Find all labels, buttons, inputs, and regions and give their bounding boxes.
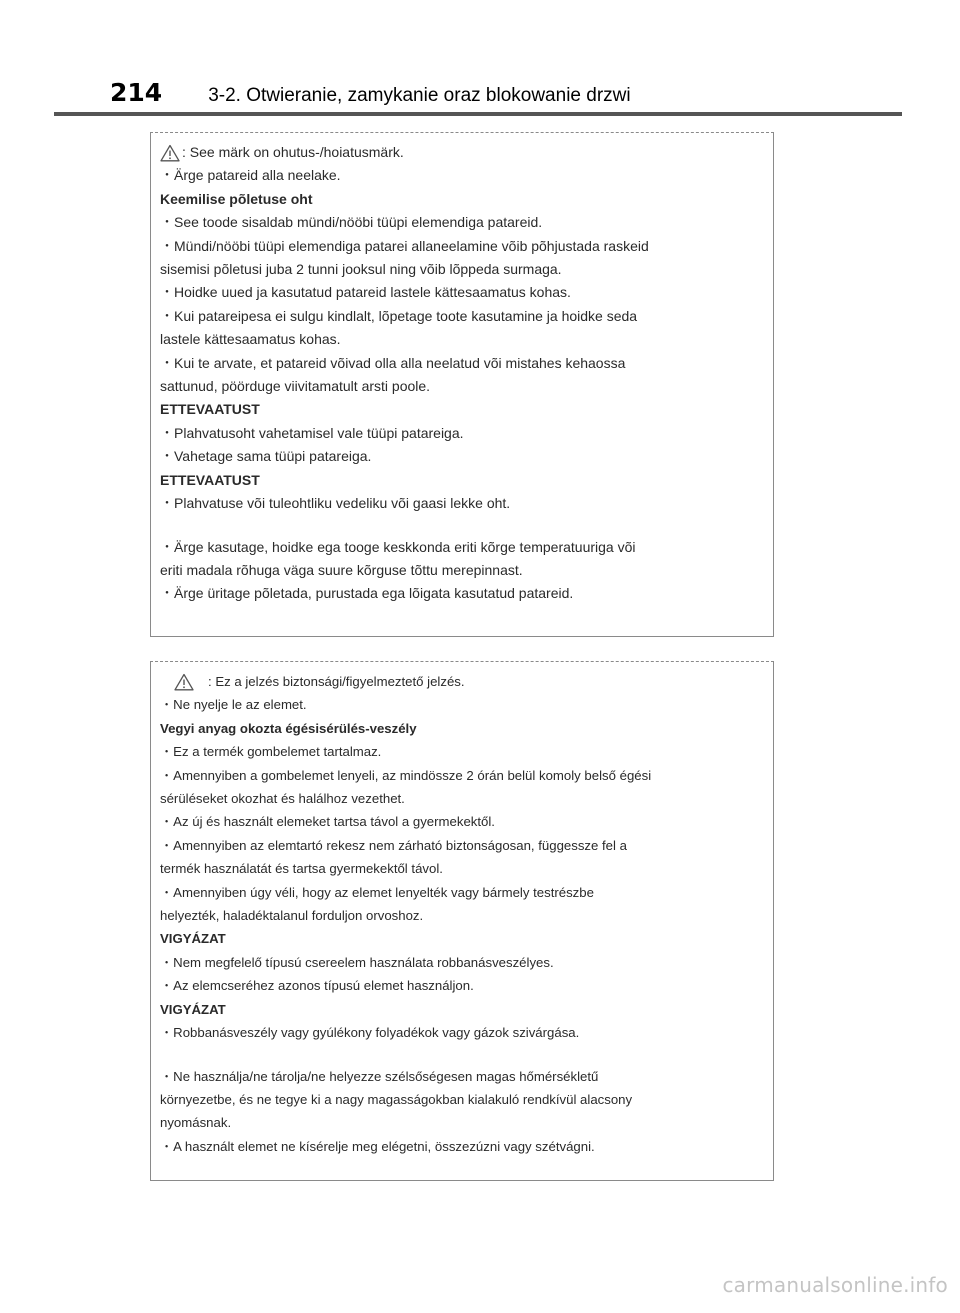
text-line: ・Robbanásveszély vagy gyúlékony folyadékok vagy gázok szivárgása. <box>160 1025 580 1041</box>
text-line: ・Plahvatuse või tuleohtliku vedeliku või gaasi lekke oht. <box>160 495 511 512</box>
text-line: ・Az elemcseréhez azonos típusú elemet használjon. <box>160 978 474 994</box>
text-line: ・See toode sisaldab mündi/nööbi tüüpi elemendiga patareid. <box>160 214 543 231</box>
text-line: ・Amennyiben a gombelemet lenyeli, az mindössze 2 órán belül komoly belső égési <box>160 767 652 783</box>
text-line: ・Plahvatusoht vahetamisel vale tüüpi patareiga. <box>160 424 464 441</box>
text-line: eriti madala rõhuga väga suure kõrguse tõttu merepinnast. <box>160 561 523 578</box>
text-line: ・Amennyiben úgy véli, hogy az elemet lenyelték vagy bármely testrészbe <box>160 884 594 900</box>
text-line: ・Ez a termék gombelemet tartalmaz. <box>160 744 382 760</box>
text-line: termék használatát és tartsa gyermekektől távol. <box>160 861 443 877</box>
text-line: ・Kui te arvate, et patareid võivad olla alla neelatud või mistahes kehaossa <box>160 354 626 371</box>
text-line: ・Vahetage sama tüüpi patareiga. <box>160 448 372 465</box>
hungarian-warning-box <box>150 661 774 1181</box>
warning-symbol-note <box>160 141 765 164</box>
estonian-warning-box <box>150 132 774 637</box>
chapter-title: 3-2. Otwieranie, zamykanie oraz blokowanie drzwi <box>208 85 631 106</box>
section-heading: VIGYÁZAT <box>160 1001 226 1017</box>
text-line: ・Amennyiben az elemtartó rekesz nem zárható biztonságosan, függessze fel a <box>160 837 627 853</box>
text-line: ・A használt elemet ne kísérelje meg elégetni, összezúzni vagy szétvágni. <box>160 1138 595 1154</box>
estonian-text-lines <box>160 164 765 605</box>
section-heading: Vegyi anyag okozta égésisérülés-veszély <box>160 720 417 736</box>
text-line: helyezték, haladéktalanul forduljon orvoshoz. <box>160 908 424 924</box>
warning-note-text: : See märk on ohutus-/hoiatusmärk. <box>182 144 404 160</box>
section-heading: Keemilise põletuse oht <box>160 190 313 207</box>
text-line: ・Nem megfelelő típusú csereelem használata robbanásveszélyes. <box>160 954 554 970</box>
section-heading: ETTEVAATUST <box>160 471 260 488</box>
text-line: sisemisi põletusi juba 2 tunni jooksul ning võib lõppeda surmaga. <box>160 261 562 278</box>
text-line: ・Mündi/nööbi tüüpi elemendiga patarei allaneelamine võib põhjustada raskeid <box>160 237 649 254</box>
text-line: nyomásnak. <box>160 1115 232 1131</box>
hungarian-text-lines <box>160 693 765 1158</box>
header-rule <box>54 112 902 116</box>
warning-note-text: : Ez a jelzés biztonsági/figyelmeztető jelzés. <box>208 674 465 689</box>
warning-symbol-note <box>160 670 765 693</box>
text-line: ・Hoidke uued ja kasutatud patareid lastele kättesaamatus kohas. <box>160 284 571 301</box>
section-heading: ETTEVAATUST <box>160 401 260 418</box>
text-line: ・Ärge üritage põletada, purustada ega lõigata kasutatud patareid. <box>160 585 574 602</box>
text-line: lastele kättesaamatus kohas. <box>160 331 341 348</box>
text-line: ・Kui patareipesa ei sulgu kindlalt, lõpetage toote kasutamine ja hoidke seda <box>160 307 638 324</box>
text-line: ・Ne nyelje le az elemet. <box>160 697 307 713</box>
warning-triangle-icon <box>174 673 194 691</box>
text-line: sérüléseket okozhat és halálhoz vezethet. <box>160 791 405 807</box>
text-line: környezetbe, és ne tegye ki a nagy magasságokban kialakuló rendkívül alacsony <box>160 1091 633 1107</box>
text-line: ・Ärge patareid alla neelake. <box>160 167 341 184</box>
text-line: sattunud, pöörduge viivitamatult arsti poole. <box>160 378 431 395</box>
watermark: carmanualsonline.info <box>722 1273 948 1297</box>
page-header <box>110 78 631 114</box>
section-heading: VIGYÁZAT <box>160 931 226 947</box>
text-line: ・Ne használja/ne tárolja/ne helyezze szélsőségesen magas hőmérsékletű <box>160 1068 599 1084</box>
page-number: 214 <box>110 78 163 107</box>
text-line: ・Az új és használt elemeket tartsa távol a gyermekektől. <box>160 814 495 830</box>
warning-triangle-icon <box>160 144 180 162</box>
text-line: ・Ärge kasutage, hoidke ega tooge keskkonda eriti kõrge temperatuuriga või <box>160 538 636 555</box>
